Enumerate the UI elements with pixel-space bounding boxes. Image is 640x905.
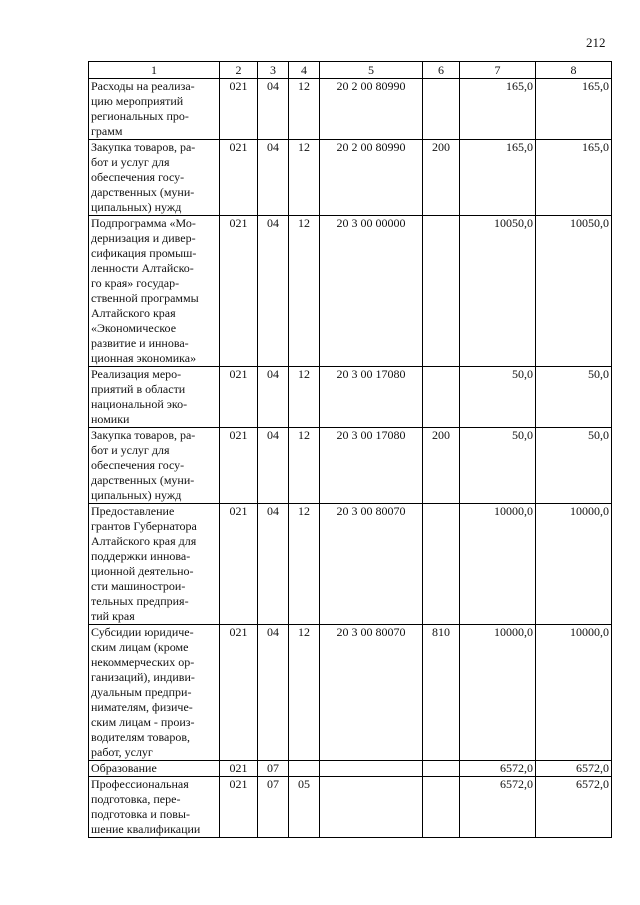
cell-section: 07 [258,777,289,838]
cell-expense-type: 810 [423,625,460,761]
row-name-line: ционная экономика» [91,351,197,365]
header-cell: 8 [536,62,612,79]
row-name-line: тельных предприя- [91,594,189,608]
cell-amount-a: 10050,0 [460,216,536,367]
row-name-line: грантов Губернатора [91,519,197,533]
cell-subsection: 05 [289,777,320,838]
row-name-line: дернизация и дивер- [91,231,196,245]
row-name-cell [89,428,220,504]
row-name-line: Профессиональная [91,777,189,791]
row-name-cell [89,216,220,367]
cell-amount-b: 10050,0 [536,216,612,367]
table-row [89,504,612,625]
cell-amount-b: 50,0 [536,367,612,428]
cell-section: 04 [258,428,289,504]
row-name-line: Алтайского края [91,306,176,320]
cell-amount-b: 6572,0 [536,777,612,838]
cell-subsection: 12 [289,140,320,216]
header-cell: 6 [423,62,460,79]
row-name-cell [89,625,220,761]
row-name-line: сти машинострои- [91,579,186,593]
cell-target-article [320,777,423,838]
row-name-line: сификация промыш- [91,246,197,260]
cell-amount-a: 165,0 [460,140,536,216]
cell-admin-code: 021 [220,79,258,140]
row-name-line: ским лицам - произ- [91,715,195,729]
cell-expense-type [423,79,460,140]
row-name-line: нимателям, физиче- [91,700,193,714]
table-row [89,625,612,761]
row-name-line: Алтайского края для [91,534,197,548]
row-name-cell [89,761,220,777]
budget-table [88,61,612,838]
row-name-line: бот и услуг для [91,155,170,169]
table-header-row [89,62,612,79]
cell-amount-b: 10000,0 [536,504,612,625]
cell-admin-code: 021 [220,625,258,761]
cell-target-article: 20 3 00 80070 [320,504,423,625]
cell-admin-code: 021 [220,216,258,367]
header-cell: 5 [320,62,423,79]
row-name-line: Субсидии юридиче- [91,625,194,639]
row-name-line: некоммерческих ор- [91,655,195,669]
cell-target-article: 20 3 00 17080 [320,367,423,428]
cell-subsection: 12 [289,504,320,625]
table-row [89,777,612,838]
cell-target-article: 20 3 00 80070 [320,625,423,761]
cell-subsection [289,761,320,777]
row-name-cell [89,777,220,838]
row-name-line: цию мероприятий [91,94,184,108]
row-name-cell [89,504,220,625]
row-name-line: поддержки иннова- [91,549,191,563]
cell-target-article [320,761,423,777]
row-name-line: ципальных) нужд [91,488,182,502]
row-name-line: обеспечения госу- [91,458,185,472]
row-name-cell [89,367,220,428]
row-name-line: шение квалификации [91,822,201,836]
row-name-line: тий края [91,609,135,623]
cell-amount-b: 165,0 [536,140,612,216]
row-name-cell [89,140,220,216]
row-name-line: грамм [91,124,123,138]
table-row [89,140,612,216]
cell-subsection: 12 [289,79,320,140]
row-name-line: Расходы на реализа- [91,79,195,93]
cell-admin-code: 021 [220,761,258,777]
cell-expense-type [423,777,460,838]
cell-admin-code: 021 [220,777,258,838]
cell-section: 04 [258,625,289,761]
cell-subsection: 12 [289,625,320,761]
cell-section: 04 [258,216,289,367]
cell-expense-type [423,504,460,625]
cell-section: 04 [258,140,289,216]
row-name-line: Предоставление [91,504,175,518]
cell-target-article: 20 3 00 17080 [320,428,423,504]
cell-amount-b: 165,0 [536,79,612,140]
row-name-line: ственной программы [91,291,199,305]
table-body [89,79,612,838]
cell-amount-a: 10000,0 [460,504,536,625]
row-name-line: ционной деятельно- [91,564,194,578]
table-row [89,79,612,140]
cell-admin-code: 021 [220,504,258,625]
row-name-line: региональных про- [91,109,189,123]
cell-section: 07 [258,761,289,777]
cell-amount-a: 50,0 [460,428,536,504]
row-name-line: подготовка, пере- [91,792,181,806]
cell-expense-type [423,367,460,428]
table-row [89,761,612,777]
cell-expense-type: 200 [423,428,460,504]
row-name-line: дарственных (муни- [91,185,195,199]
page-number: 212 [586,35,606,50]
cell-subsection: 12 [289,216,320,367]
cell-section: 04 [258,367,289,428]
cell-section: 04 [258,504,289,625]
cell-target-article: 20 2 00 80990 [320,140,423,216]
header-cell: 2 [220,62,258,79]
header-cell: 7 [460,62,536,79]
cell-expense-type [423,216,460,367]
cell-amount-b: 50,0 [536,428,612,504]
cell-target-article: 20 2 00 80990 [320,79,423,140]
header-cell: 1 [89,62,220,79]
cell-subsection: 12 [289,428,320,504]
row-name-line: ципальных) нужд [91,200,182,214]
cell-amount-a: 10000,0 [460,625,536,761]
row-name-line: ганизаций), индиви- [91,670,195,684]
cell-amount-a: 50,0 [460,367,536,428]
row-name-line: ским лицам (кроме [91,640,189,654]
row-name-line: работ, услуг [91,745,153,759]
row-name-line: «Экономическое [91,321,177,335]
row-name-line: подготовка и повы- [91,807,190,821]
cell-admin-code: 021 [220,428,258,504]
header-cell: 4 [289,62,320,79]
cell-amount-a: 6572,0 [460,777,536,838]
cell-target-article: 20 3 00 00000 [320,216,423,367]
cell-admin-code: 021 [220,367,258,428]
cell-amount-a: 6572,0 [460,761,536,777]
row-name-line: бот и услуг для [91,443,170,457]
table-row [89,216,612,367]
row-name-line: го края» государ- [91,276,180,290]
row-name-line: ленности Алтайско- [91,261,194,275]
row-name-line: номики [91,412,130,426]
row-name-line: приятий в области [91,382,186,396]
row-name-line: обеспечения госу- [91,170,185,184]
row-name-line: Реализация меро- [91,367,182,381]
row-name-line: дарственных (муни- [91,473,195,487]
row-name-line: Подпрограмма «Мо- [91,216,196,230]
table-row [89,428,612,504]
row-name-line: водителям товаров, [91,730,191,744]
cell-section: 04 [258,79,289,140]
row-name-line: национальной эко- [91,397,188,411]
row-name-cell [89,79,220,140]
table-row [89,367,612,428]
cell-subsection: 12 [289,367,320,428]
cell-amount-b: 6572,0 [536,761,612,777]
row-name-line: развитие и иннова- [91,336,189,350]
header-cell: 3 [258,62,289,79]
cell-admin-code: 021 [220,140,258,216]
cell-amount-a: 165,0 [460,79,536,140]
row-name-line: дуальным предпри- [91,685,192,699]
row-name-line: Закупка товаров, ра- [91,140,196,154]
cell-amount-b: 10000,0 [536,625,612,761]
cell-expense-type [423,761,460,777]
row-name-line: Образование [91,761,157,775]
row-name-line: Закупка товаров, ра- [91,428,196,442]
cell-expense-type: 200 [423,140,460,216]
